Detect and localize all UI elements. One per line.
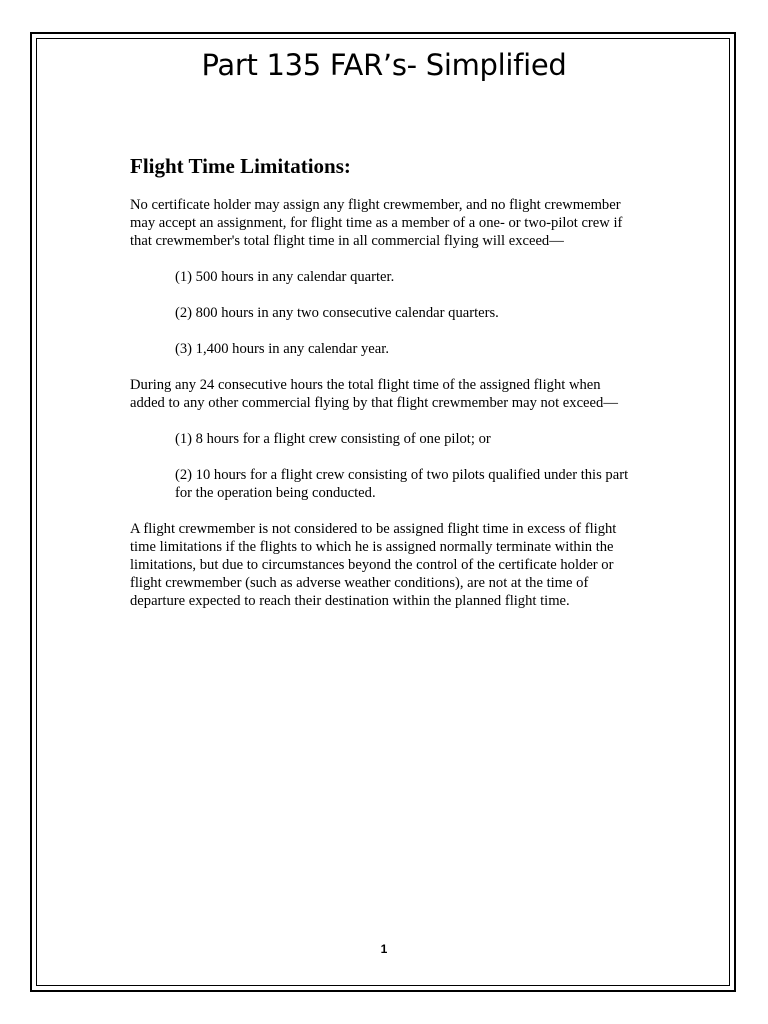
page-title: Part 135 FAR’s- Simplified: [201, 48, 567, 82]
intro-paragraph: No certificate holder may assign any flight crewmember, and no flight crewmember may accept an assignment, for flight time as a member of a one- or two-pilot crew if that crewmember's total flight time in all commercial flying will exceed—: [130, 197, 623, 249]
closing-paragraph: A flight crewmember is not considered to be assigned flight time in excess of flight time limitations if the flights to which he is assigned normally terminate within the limitations, but due to circumstances beyond the control of the certificate holder or flight crewmember (such as adverse weather conditions), are not at the time of departure expected to reach their destination within the planned flight time.: [130, 521, 617, 609]
daily-item-one-pilot: (1) 8 hours for a flight crew consisting of one pilot; or: [175, 431, 491, 447]
limit-item-quarter: (1) 500 hours in any calendar quarter.: [175, 269, 395, 285]
document-body: [130, 152, 630, 628]
section-heading: Flight Time Limitations:: [130, 154, 351, 178]
limit-item-year: (3) 1,400 hours in any calendar year.: [175, 341, 389, 357]
daily-item-two-pilots: (2) 10 hours for a flight crew consisting of two pilots qualified under this part for the operation being conducted.: [175, 467, 629, 501]
page-number: 1: [380, 942, 388, 956]
limit-item-two-quarters: (2) 800 hours in any two consecutive calendar quarters.: [175, 305, 499, 321]
daily-paragraph: During any 24 consecutive hours the total flight time of the assigned flight when added to any other commercial flying by that flight crewmember may not exceed—: [130, 377, 618, 411]
